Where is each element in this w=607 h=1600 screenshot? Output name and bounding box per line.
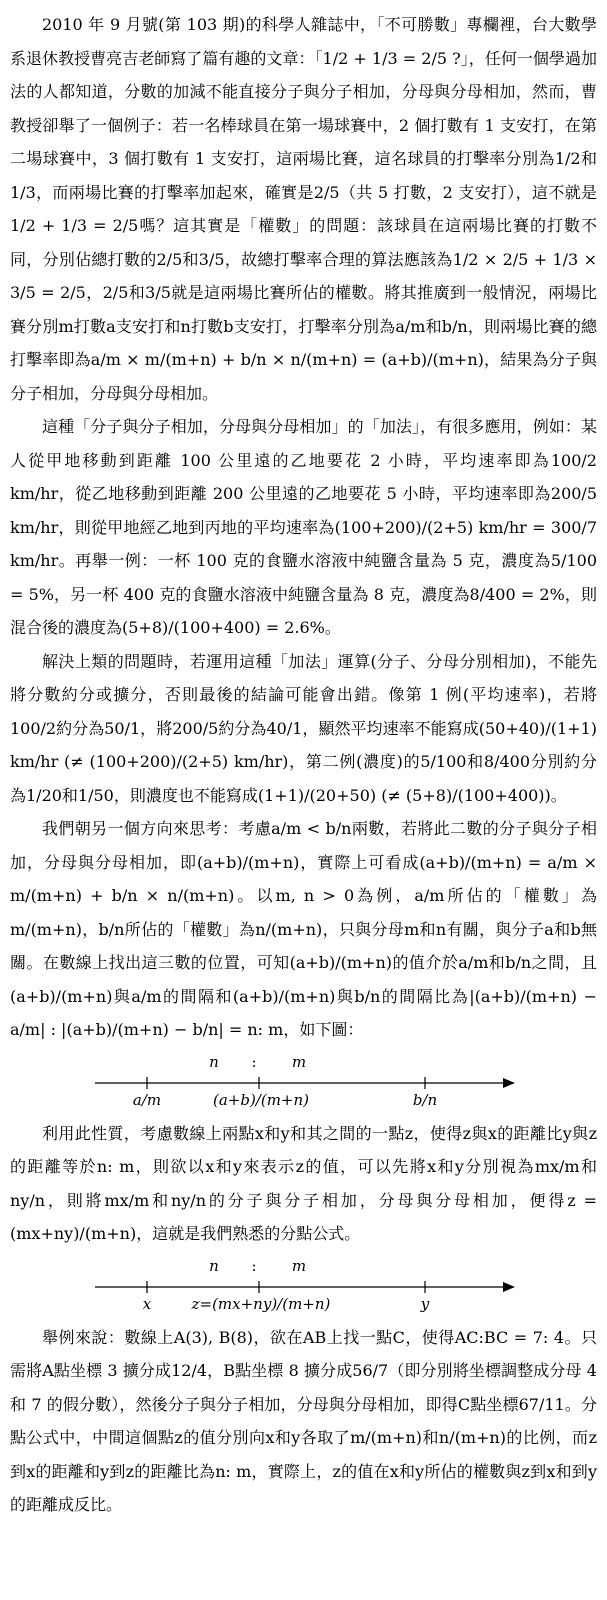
paragraph-3: 解決上類的問題時，若運用這種「加法」運算(分子、分母分別相加)，不能先將分數約分或擴分，否則最後的結論可能會出錯。像第 1 例(平均速率)，若將100/2約分為50/1，將200/5約分為40/1，顯然平均速率不能寫成(50+40)/(1+1) km/hr (≠ (100+200)/(2+5) km/hr)，第二例(濃度)的5/100和8/400分別約分為1/20和1/50，則濃度也不能寫成(1+1)/(20+50) (≠ (5+8)/(100+400))。: [10, 651, 597, 805]
point-b-over-n-label: b/n: [412, 1090, 437, 1109]
paragraph-2: 這種「分子與分子相加，分母與分母相加」的「加法」，有很多應用，例如：某人從甲地移動到距離 100 公里遠的乙地要花 2 小時，平均速率即為100/2 km/hr，從乙地移動到距離 200 公里遠的乙地要花 5 小時，平均速率即為200/5 km/hr，則從甲地經乙地到丙地的平均速率為(100+200)/(2+5) km/hr = 300/7 km/hr。再舉一例：一杯 100 克的食鹽水溶液中純鹽含量為 5 克，濃度為5/100 = 5%，另一杯 400 克的食鹽水溶液中純鹽含量為 8 克，濃度為8/400 = 2%，則混合後的濃度為(5+8)/(100+400) = 2.6%。: [10, 417, 597, 637]
paragraph-4: 我們朝另一個方向來思考：考慮a/m < b/n兩數，若將此二數的分子與分子相加，分母與分母相加，即(a+b)/(m+n)，實際上可看成(a+b)/(m+n) = a/m × m/(m+n) + b/n × n/(m+n)。以m, n > 0為例，a/m所佔的「權數」為m/(m+n)，b/n所佔的「權數」為n/(m+n)，只與分母m和n有關，與分子a和b無關。在數線上找出這三數的位置，可知(a+b)/(m+n)的值介於a/m和b/n之間，且(a+b)/(m+n)與a/m的間隔和(a+b)/(m+n)與b/n的間隔比為|(a+b)/(m+n) − a/m| : |(a+b)/(m+n) − b/n| = n: m，如下圖：: [10, 819, 597, 1039]
ratio-m-label: m: [291, 1256, 306, 1275]
paragraph-1: 2010 年 9 月號(第 103 期)的科學人雜誌中，「不可勝數」專欄裡，台大數學系退休教授曹亮吉老師寫了篇有趣的文章：「1/2 + 1/3 = 2/5 ?」，任何一個學過加法的人都知道，分數的加減不能直接分子與分子相加，分母與分母相加，然而，曹教授卻舉了一個例子：若一名棒球員在第一場球賽中，2 個打數有 1 支安打，在第二場球賽中，3 個打數有 1 支安打，這兩場比賽，這名球員的打擊率分別為1/2和1/3，而兩場比賽的打擊率加起來，確實是2/5（共 5 打數，2 支安打），這不就是1/2 + 1/3 = 2/5嗎？這其實是「權數」的問題：該球員在這兩場比賽的打數不同，分別佔總打數的2/5和3/5，故總打擊率合理的算法應該為1/2 × 2/5 + 1/3 × 3/5 = 2/5，2/5和3/5就是這兩場比賽所佔的權數。將其推廣到一般情況，兩場比賽分別m打數a支安打和n打數b支安打，打擊率分別為a/m和b/n，則兩場比賽的總打擊率即為a/m × m/(m+n) + b/n × n/(m+n) = (a+b)/(m+n)，結果為分子與分子相加，分母與分母相加。: [10, 15, 597, 403]
number-line-figure-2: [10, 1253, 597, 1315]
ratio-colon-label: :: [250, 1256, 257, 1275]
ratio-colon-label: :: [250, 1052, 257, 1071]
point-a-over-m-label: a/m: [132, 1090, 161, 1109]
number-line-figure-1: [10, 1049, 597, 1111]
number-line-2-svg: [89, 1253, 519, 1315]
paragraph-6: 舉例來說：數線上A(3), B(8)，欲在AB上找一點C，使得AC:BC = 7: 4。只需將A點坐標 3 擴分成12/4，B點坐標 8 擴分成56/7（即分別將坐標調整成分母 4 和 7 的假分數），然後分子與分子相加，分母與分母相加，即得C點坐標67/11。分點公式中，中間這個點z的值分別向x和y各取了m/(m+n)和n/(m+n)的比例，而z到x的距離和y到z的距離比為n: m，實際上，z的值在x和y所佔的權數與z到x和到y的距離成反比。: [10, 1327, 597, 1514]
arrowhead-icon: [503, 1282, 515, 1292]
ratio-m-label: m: [291, 1052, 306, 1071]
point-x-label: x: [142, 1294, 151, 1313]
ratio-n-label: n: [208, 1052, 219, 1071]
paragraph-5: 利用此性質，考慮數線上兩點x和y和其之間的一點z，使得z與x的距離比y與z的距離等於n: m，則欲以x和y來表示z的值，可以先將x和y分別視為mx/m和ny/n，則將mx/m和ny/n的分子與分子相加，分母與分母相加，便得z = (mx+ny)/(m+n)，這就是我們熟悉的分點公式。: [10, 1123, 597, 1243]
ratio-n-label: n: [208, 1256, 219, 1275]
arrowhead-icon: [503, 1078, 515, 1088]
point-z-formula-label: z=(mx+ny)/(m+n): [191, 1294, 330, 1313]
number-line-1-svg: [89, 1049, 519, 1111]
point-y-label: y: [420, 1294, 429, 1313]
point-mediant-label: (a+b)/(m+n): [212, 1090, 309, 1109]
